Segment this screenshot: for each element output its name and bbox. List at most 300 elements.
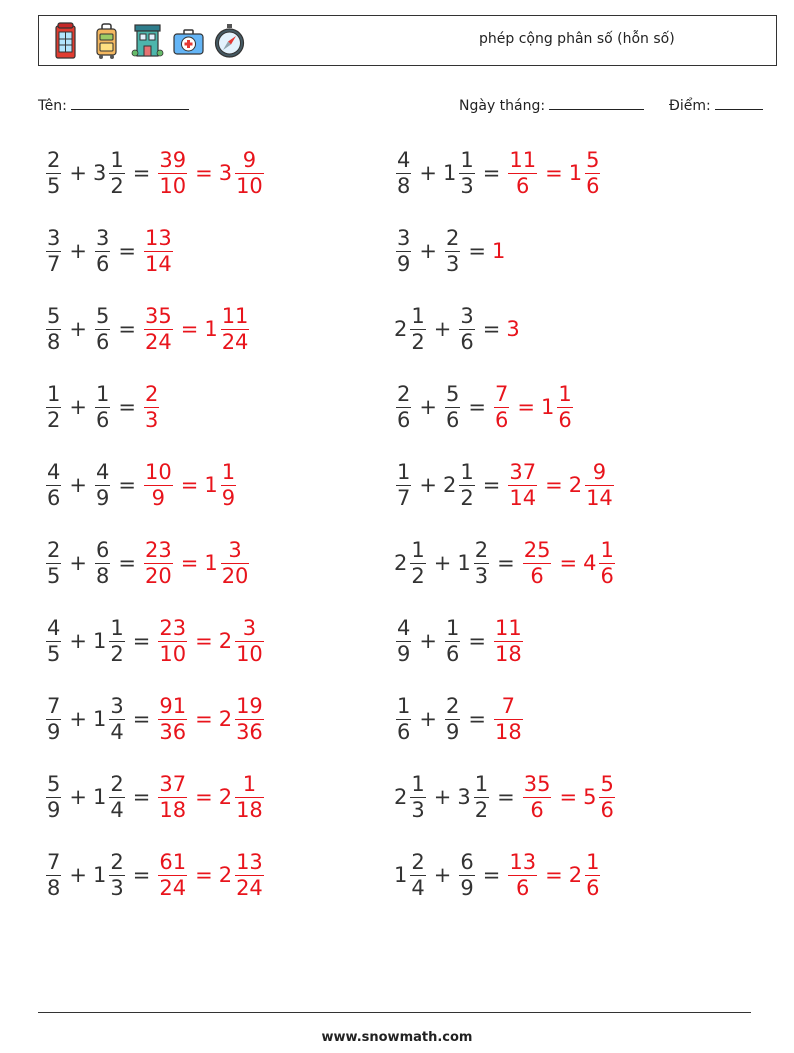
plus-sign: + xyxy=(69,551,87,575)
mixed-number xyxy=(568,849,603,900)
mixed-number xyxy=(492,615,525,666)
equals-sign: = xyxy=(195,707,213,731)
mixed-number xyxy=(92,147,127,198)
fraction xyxy=(46,771,61,822)
equals-sign: = xyxy=(482,473,501,497)
problem-item xyxy=(394,138,602,208)
mixed-number xyxy=(492,381,511,432)
problem-item xyxy=(44,528,251,598)
denominator: 24 xyxy=(221,329,249,354)
whole-part: 2 xyxy=(394,785,408,809)
mixed-number xyxy=(568,459,616,510)
numerator: 5 xyxy=(445,381,460,406)
numerator: 2 xyxy=(445,225,460,250)
equals-sign: = xyxy=(180,551,199,575)
denominator: 6 xyxy=(600,563,614,588)
fraction xyxy=(474,537,489,588)
fraction xyxy=(95,303,110,354)
numerator: 35 xyxy=(144,303,172,328)
mixed-number xyxy=(506,147,539,198)
mixed-number xyxy=(204,459,238,510)
fraction xyxy=(95,381,110,432)
fraction xyxy=(158,849,187,900)
plus-sign: + xyxy=(69,239,87,263)
equals-sign: = xyxy=(497,785,515,809)
mixed-number xyxy=(457,771,491,822)
numerator: 91 xyxy=(159,693,187,718)
answer xyxy=(492,615,525,666)
numerator: 1 xyxy=(600,537,614,562)
fraction xyxy=(144,459,173,510)
fraction xyxy=(459,849,474,900)
whole-part: 2 xyxy=(568,863,583,887)
mixed-number xyxy=(506,459,539,510)
whole-part: 1 xyxy=(92,785,107,809)
denominator: 8 xyxy=(397,173,411,198)
fraction xyxy=(109,147,124,198)
mixed-number xyxy=(44,849,63,900)
numerator: 3 xyxy=(397,225,411,250)
numerator: 4 xyxy=(47,615,61,640)
denominator: 14 xyxy=(509,485,537,510)
fraction xyxy=(523,537,552,588)
fraction xyxy=(221,537,250,588)
answer xyxy=(521,771,617,822)
plus-sign: + xyxy=(419,707,437,731)
plus-sign: + xyxy=(69,863,87,887)
numerator: 1 xyxy=(242,771,257,796)
mixed-number xyxy=(44,537,63,588)
fraction xyxy=(46,225,61,276)
mixed-number xyxy=(394,225,413,276)
denominator: 9 xyxy=(445,719,460,744)
mixed-number xyxy=(44,459,63,510)
first-aid-kit-icon xyxy=(172,22,205,60)
problem-item xyxy=(394,528,617,598)
denominator: 24 xyxy=(159,875,187,900)
numerator: 7 xyxy=(47,693,61,718)
mixed-number xyxy=(394,147,413,198)
mixed-number xyxy=(44,225,63,276)
answer xyxy=(506,147,602,198)
fraction xyxy=(599,771,614,822)
equals-sign: = xyxy=(118,395,136,419)
fraction xyxy=(396,615,411,666)
whole-part: 3 xyxy=(506,317,520,341)
fraction xyxy=(508,849,537,900)
mixed-number xyxy=(492,693,525,744)
whole-part: 5 xyxy=(583,785,597,809)
mixed-number xyxy=(92,771,127,822)
numerator: 2 xyxy=(110,849,124,874)
numerator: 2 xyxy=(474,537,489,562)
answer xyxy=(142,537,251,588)
whole-part: 2 xyxy=(442,473,457,497)
equals-sign: = xyxy=(468,707,486,731)
equals-sign: = xyxy=(132,863,151,887)
whole-part: 2 xyxy=(218,785,233,809)
numerator: 1 xyxy=(586,849,600,874)
numerator: 4 xyxy=(397,147,411,172)
fraction xyxy=(474,771,489,822)
fraction xyxy=(221,459,236,510)
fraction xyxy=(46,303,61,354)
fraction xyxy=(144,225,173,276)
denominator: 6 xyxy=(95,407,110,432)
numerator: 1 xyxy=(445,615,460,640)
denominator: 2 xyxy=(110,173,124,198)
whole-part: 1 xyxy=(92,707,107,731)
denominator: 7 xyxy=(47,251,61,276)
fraction xyxy=(396,147,411,198)
plus-sign: + xyxy=(419,239,437,263)
denominator: 8 xyxy=(47,329,61,354)
fraction xyxy=(158,615,187,666)
plus-sign: + xyxy=(69,785,87,809)
fraction xyxy=(523,771,552,822)
answer xyxy=(142,225,175,276)
denominator: 4 xyxy=(110,719,124,744)
problem-item xyxy=(44,216,175,286)
equals-sign: = xyxy=(132,707,151,731)
name-blank[interactable] xyxy=(71,95,189,110)
mixed-number xyxy=(218,849,266,900)
denominator: 3 xyxy=(411,797,425,822)
equals-sign: = xyxy=(132,161,151,185)
numerator: 6 xyxy=(95,537,110,562)
answer xyxy=(492,381,575,432)
denominator: 3 xyxy=(144,407,159,432)
date-label: Ngày tháng: xyxy=(459,98,546,114)
numerator: 1 xyxy=(47,381,61,406)
numerator: 1 xyxy=(474,771,489,796)
name-label: Tên: xyxy=(38,98,67,114)
denominator: 6 xyxy=(508,875,537,899)
numerator: 3 xyxy=(95,225,110,250)
denominator: 6 xyxy=(397,407,411,432)
numerator: 2 xyxy=(47,537,61,562)
equals-sign: = xyxy=(118,473,136,497)
fraction xyxy=(235,849,264,900)
equals-sign: = xyxy=(545,161,563,185)
numerator: 1 xyxy=(558,381,572,406)
score-label: Điểm: xyxy=(669,98,711,114)
plus-sign: + xyxy=(69,395,87,419)
mixed-number xyxy=(218,693,266,744)
denominator: 9 xyxy=(221,485,236,510)
numerator: 2 xyxy=(397,381,411,406)
numerator: 25 xyxy=(523,537,551,562)
mixed-number xyxy=(457,537,491,588)
mixed-number xyxy=(44,615,63,666)
fraction xyxy=(144,303,173,354)
denominator: 8 xyxy=(95,563,110,588)
equals-sign: = xyxy=(468,395,486,419)
numerator: 1 xyxy=(110,615,124,640)
mixed-number xyxy=(92,615,127,666)
fraction xyxy=(158,771,187,822)
denominator: 4 xyxy=(110,797,124,822)
plus-sign: + xyxy=(433,863,452,887)
denominator: 9 xyxy=(47,797,61,822)
problem-item xyxy=(394,372,575,442)
whole-part: 2 xyxy=(218,629,233,653)
mixed-number xyxy=(394,459,413,510)
numerator: 1 xyxy=(411,303,425,328)
numerator: 1 xyxy=(411,537,425,562)
fraction xyxy=(410,303,425,354)
fraction xyxy=(494,381,509,432)
mixed-number xyxy=(583,537,617,588)
equals-sign: = xyxy=(545,863,563,887)
equals-sign: = xyxy=(559,551,578,575)
answer xyxy=(156,147,265,198)
problem-item xyxy=(394,606,525,676)
denominator: 20 xyxy=(144,563,172,588)
fraction xyxy=(508,459,537,510)
fraction xyxy=(158,147,187,198)
fraction xyxy=(46,693,61,744)
plus-sign: + xyxy=(433,551,452,575)
date-field xyxy=(459,95,644,114)
denominator: 10 xyxy=(236,173,263,198)
fraction xyxy=(410,537,425,588)
denominator: 24 xyxy=(144,329,172,354)
numerator: 13 xyxy=(236,849,263,874)
mixed-number xyxy=(142,303,175,354)
mixed-number xyxy=(540,381,575,432)
problem-item xyxy=(44,684,266,754)
numerator: 1 xyxy=(221,459,236,484)
numerator: 4 xyxy=(95,459,110,484)
mixed-number xyxy=(457,849,476,900)
date-blank[interactable] xyxy=(549,95,644,110)
numerator: 2 xyxy=(110,771,124,796)
fraction xyxy=(585,147,600,198)
fraction xyxy=(585,849,600,900)
mixed-number xyxy=(44,771,63,822)
numerator: 3 xyxy=(460,303,474,328)
numerator: 13 xyxy=(144,225,172,250)
fraction xyxy=(221,303,250,354)
denominator: 36 xyxy=(159,719,187,744)
score-blank[interactable] xyxy=(715,95,763,110)
problem-item xyxy=(394,684,525,754)
mixed-number xyxy=(394,849,428,900)
whole-part: 3 xyxy=(92,161,107,185)
plus-sign: + xyxy=(69,707,87,731)
answer xyxy=(521,537,617,588)
equals-sign: = xyxy=(132,785,151,809)
numerator: 7 xyxy=(494,381,509,406)
problem-item xyxy=(394,762,617,832)
equals-sign: = xyxy=(180,317,199,341)
numerator: 11 xyxy=(509,147,537,172)
numerator: 1 xyxy=(411,771,425,796)
fraction xyxy=(144,537,173,588)
fraction xyxy=(494,615,523,666)
mixed-number xyxy=(394,303,428,354)
denominator: 10 xyxy=(159,173,187,198)
whole-part: 1 xyxy=(540,395,555,419)
mixed-number xyxy=(394,537,428,588)
fraction xyxy=(95,459,110,510)
mixed-number xyxy=(156,147,189,198)
mixed-number xyxy=(218,771,266,822)
denominator: 2 xyxy=(411,563,425,588)
plus-sign: + xyxy=(419,161,437,185)
denominator: 9 xyxy=(144,485,173,509)
numerator: 2 xyxy=(411,849,425,874)
whole-part: 1 xyxy=(92,863,107,887)
fraction xyxy=(396,693,411,744)
numerator: 7 xyxy=(47,849,61,874)
problem-item xyxy=(44,294,251,364)
denominator: 3 xyxy=(474,563,489,588)
fraction xyxy=(445,693,460,744)
equals-sign: = xyxy=(468,239,486,263)
denominator: 10 xyxy=(159,641,187,666)
mixed-number xyxy=(93,459,112,510)
denominator: 5 xyxy=(47,173,61,198)
mixed-number xyxy=(394,381,413,432)
fraction xyxy=(459,459,474,510)
mixed-number xyxy=(204,537,251,588)
fraction xyxy=(235,615,264,666)
fraction xyxy=(494,693,523,744)
fraction xyxy=(109,693,124,744)
fraction xyxy=(445,381,460,432)
numerator: 37 xyxy=(509,459,537,484)
fraction xyxy=(46,381,61,432)
denominator: 3 xyxy=(460,173,474,198)
footer-site: www.snowmath.com xyxy=(321,1030,473,1045)
equals-sign: = xyxy=(559,785,578,809)
mixed-number xyxy=(44,147,63,198)
fraction xyxy=(109,615,124,666)
answer xyxy=(506,459,615,510)
whole-part: 2 xyxy=(568,473,583,497)
mixed-number xyxy=(583,771,617,822)
mixed-number xyxy=(93,381,112,432)
denominator: 6 xyxy=(508,173,537,197)
fraction xyxy=(109,771,124,822)
answer xyxy=(156,771,265,822)
fraction xyxy=(95,225,110,276)
whole-part: 2 xyxy=(394,317,408,341)
denominator: 9 xyxy=(95,485,110,510)
denominator: 10 xyxy=(236,641,263,666)
denominator: 9 xyxy=(460,875,474,900)
problem-item xyxy=(394,216,506,286)
fraction xyxy=(396,381,411,432)
answer xyxy=(156,615,265,666)
numerator: 5 xyxy=(586,147,600,172)
numerator: 1 xyxy=(397,693,411,718)
score-field xyxy=(669,95,763,114)
denominator: 3 xyxy=(445,251,460,276)
worksheet-header xyxy=(38,15,777,66)
numerator: 4 xyxy=(47,459,61,484)
plus-sign: + xyxy=(69,317,87,341)
numerator: 5 xyxy=(47,771,61,796)
plus-sign: + xyxy=(419,395,437,419)
denominator: 6 xyxy=(47,485,61,510)
numerator: 3 xyxy=(242,615,257,640)
equals-sign: = xyxy=(517,395,535,419)
luggage-icon xyxy=(90,22,123,60)
mixed-number xyxy=(394,693,413,744)
denominator: 5 xyxy=(47,563,61,588)
mixed-number xyxy=(443,225,462,276)
numerator: 2 xyxy=(144,381,159,406)
numerator: 1 xyxy=(397,459,411,484)
plus-sign: + xyxy=(433,317,452,341)
numerator: 5 xyxy=(95,303,110,328)
denominator: 3 xyxy=(110,875,124,900)
answer xyxy=(506,849,602,900)
numerator: 19 xyxy=(236,693,263,718)
fraction xyxy=(585,459,614,510)
denominator: 6 xyxy=(494,407,509,432)
denominator: 14 xyxy=(144,251,172,276)
header-icons xyxy=(49,22,246,62)
mixed-number xyxy=(443,693,462,744)
problem-item xyxy=(44,138,266,208)
mixed-number xyxy=(142,459,175,510)
whole-part: 1 xyxy=(204,317,218,341)
fraction xyxy=(445,615,460,666)
equals-sign: = xyxy=(195,863,213,887)
problem-item xyxy=(44,372,161,442)
mixed-number xyxy=(218,147,266,198)
fraction xyxy=(508,147,537,198)
numerator: 23 xyxy=(159,615,187,640)
fraction xyxy=(445,225,460,276)
denominator: 20 xyxy=(221,563,249,588)
numerator: 1 xyxy=(460,147,474,172)
compass-icon xyxy=(213,22,246,60)
fraction xyxy=(46,615,61,666)
mixed-number xyxy=(44,693,63,744)
fraction xyxy=(396,459,411,510)
mixed-number xyxy=(142,537,175,588)
mixed-number xyxy=(156,693,189,744)
denominator: 18 xyxy=(159,797,187,822)
mixed-number xyxy=(93,537,112,588)
numerator: 61 xyxy=(159,849,187,874)
fraction xyxy=(235,771,264,822)
answer xyxy=(156,849,265,900)
mixed-number xyxy=(92,849,127,900)
numerator: 10 xyxy=(144,459,172,484)
fraction xyxy=(410,771,425,822)
answer xyxy=(142,459,238,510)
fraction xyxy=(459,303,474,354)
denominator: 6 xyxy=(558,407,572,432)
problem-item xyxy=(44,606,266,676)
plus-sign: + xyxy=(69,161,87,185)
equals-sign: = xyxy=(482,161,501,185)
numerator: 5 xyxy=(600,771,614,796)
denominator: 9 xyxy=(397,251,411,276)
equals-sign: = xyxy=(545,473,563,497)
mixed-number xyxy=(442,147,477,198)
fraction xyxy=(46,459,61,510)
answer xyxy=(156,693,265,744)
equals-sign: = xyxy=(195,785,213,809)
problem-item xyxy=(44,450,238,520)
